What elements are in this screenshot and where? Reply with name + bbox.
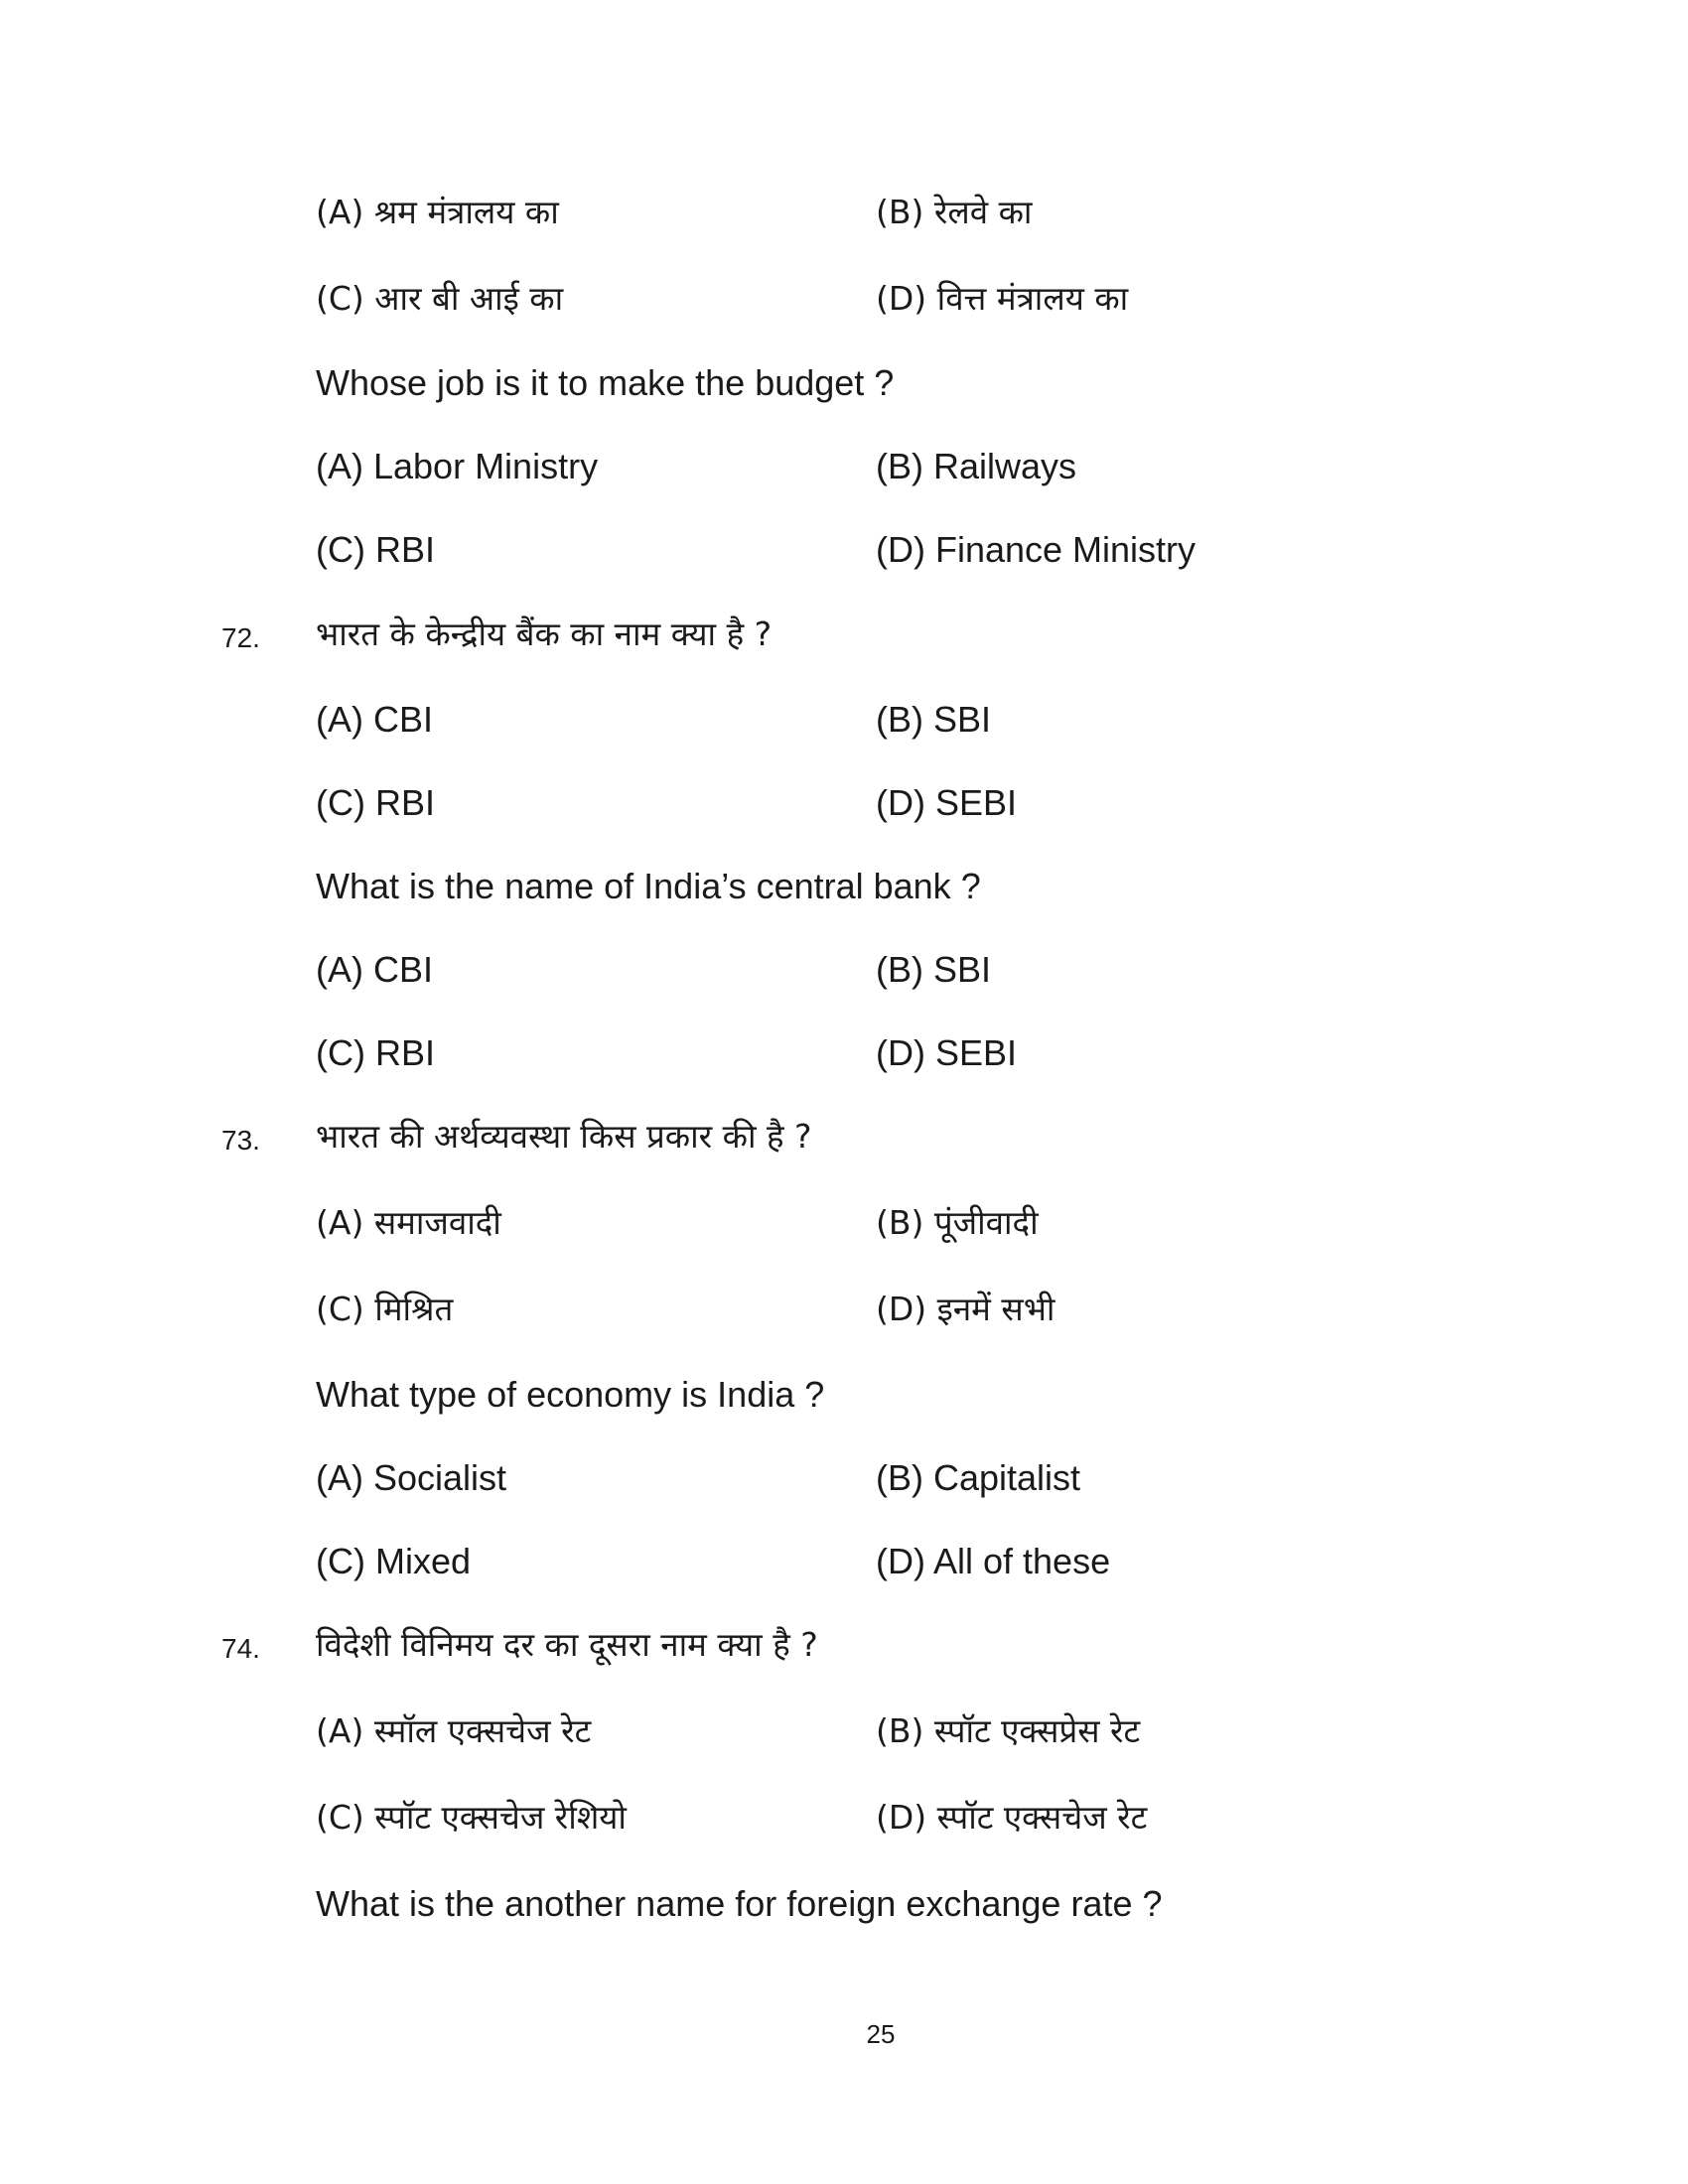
q73-en-option-d: (D) All of these: [876, 1541, 1111, 1581]
q73-hi-question: भारत की अर्थव्यवस्था किस प्रकार की है ?: [316, 1117, 812, 1156]
q74-hi-option-d: (D) स्पॉट एक्सचेज रेट: [876, 1798, 1148, 1837]
q74-hi-option-a: (A) स्मॉल एक्सचेज रेट: [316, 1711, 592, 1750]
q72-en-question-row: [0, 859, 1688, 918]
q71-hi-options-row-2: [0, 271, 1688, 331]
q73-hi-option-b: (B) पूंजीवादी: [876, 1203, 1039, 1242]
q73-en-question-row: [0, 1367, 1688, 1427]
q71-en-option-b: (B) Railways: [876, 446, 1077, 486]
q74-hi-option-c: (C) स्पॉट एक्सचेज रेशियो: [316, 1798, 627, 1837]
q72-en-options-row-2: [0, 1025, 1688, 1085]
q72-hi-option-d: (D) SEBI: [876, 782, 1018, 823]
q72-hi-options-row-2: [0, 775, 1688, 835]
q74-hi-question: विदेशी विनिमय दर का दूसरा नाम क्या है ?: [316, 1625, 818, 1664]
q72-en-option-d: (D) SEBI: [876, 1032, 1018, 1073]
q71-en-options-row-2: [0, 522, 1688, 582]
q72-hi-question: भारत के केन्द्रीय बैंक का नाम क्या है ?: [316, 614, 773, 653]
page-number: 25: [866, 2019, 896, 2049]
q73-hi-options-row-1: [0, 1195, 1688, 1255]
q72-en-options-row-1: [0, 942, 1688, 1002]
q73-hi-option-c: (C) मिश्रित: [316, 1290, 454, 1328]
q71-hi-option-b: (B) रेलवे का: [876, 193, 1033, 231]
q74-en-question-row: [0, 1876, 1688, 1936]
q71-en-question: Whose job is it to make the budget ?: [316, 362, 895, 403]
q71-hi-option-d: (D) वित्त मंत्रालय का: [876, 279, 1129, 318]
q73-en-options-row-2: [0, 1534, 1688, 1593]
q74-hi-options-row-2: [0, 1790, 1688, 1849]
q71-hi-option-c: (C) आर बी आई का: [316, 279, 564, 318]
q73-en-option-b: (B) Capitalist: [876, 1457, 1081, 1498]
q73-number: 73.: [221, 1125, 260, 1156]
q73-en-options-row-1: [0, 1450, 1688, 1510]
q73-hi-options-row-2: [0, 1282, 1688, 1341]
q72-hi-option-c: (C) RBI: [316, 782, 435, 823]
q72-number: 72.: [221, 622, 260, 653]
q72-hi-options-row-1: [0, 692, 1688, 751]
q74-hi-option-b: (B) स्पॉट एक्सप्रेस रेट: [876, 1711, 1141, 1750]
q71-en-option-c: (C) RBI: [316, 529, 435, 570]
q71-en-question-row: [0, 355, 1688, 415]
q71-en-option-d: (D) Finance Ministry: [876, 529, 1196, 570]
q71-en-option-a: (A) Labor Ministry: [316, 446, 599, 486]
q73-hi-question-row: [0, 1109, 1688, 1168]
q73-en-option-a: (A) Socialist: [316, 1457, 507, 1498]
q73-hi-option-d: (D) इनमें सभी: [876, 1290, 1055, 1328]
q71-en-options-row-1: [0, 439, 1688, 498]
q73-hi-option-a: (A) समाजवादी: [316, 1203, 501, 1242]
q72-hi-question-row: [0, 607, 1688, 666]
q74-hi-question-row: [0, 1617, 1688, 1677]
q72-en-option-b: (B) SBI: [876, 949, 992, 990]
q72-en-question: What is the name of India’s central bank ?: [316, 866, 981, 906]
q72-hi-option-b: (B) SBI: [876, 699, 992, 740]
q73-en-option-c: (C) Mixed: [316, 1541, 472, 1581]
q72-en-option-c: (C) RBI: [316, 1032, 435, 1073]
q74-number: 74.: [221, 1633, 260, 1664]
q71-hi-option-a: (A) श्रम मंत्रालय का: [316, 193, 559, 231]
q74-hi-options-row-1: [0, 1704, 1688, 1763]
q73-en-question: What type of economy is India ?: [316, 1374, 825, 1415]
q71-hi-options-row-1: [0, 185, 1688, 244]
q72-en-option-a: (A) CBI: [316, 949, 434, 990]
q72-hi-option-a: (A) CBI: [316, 699, 434, 740]
q74-en-question: What is the another name for foreign exchange rate ?: [316, 1883, 1163, 1924]
